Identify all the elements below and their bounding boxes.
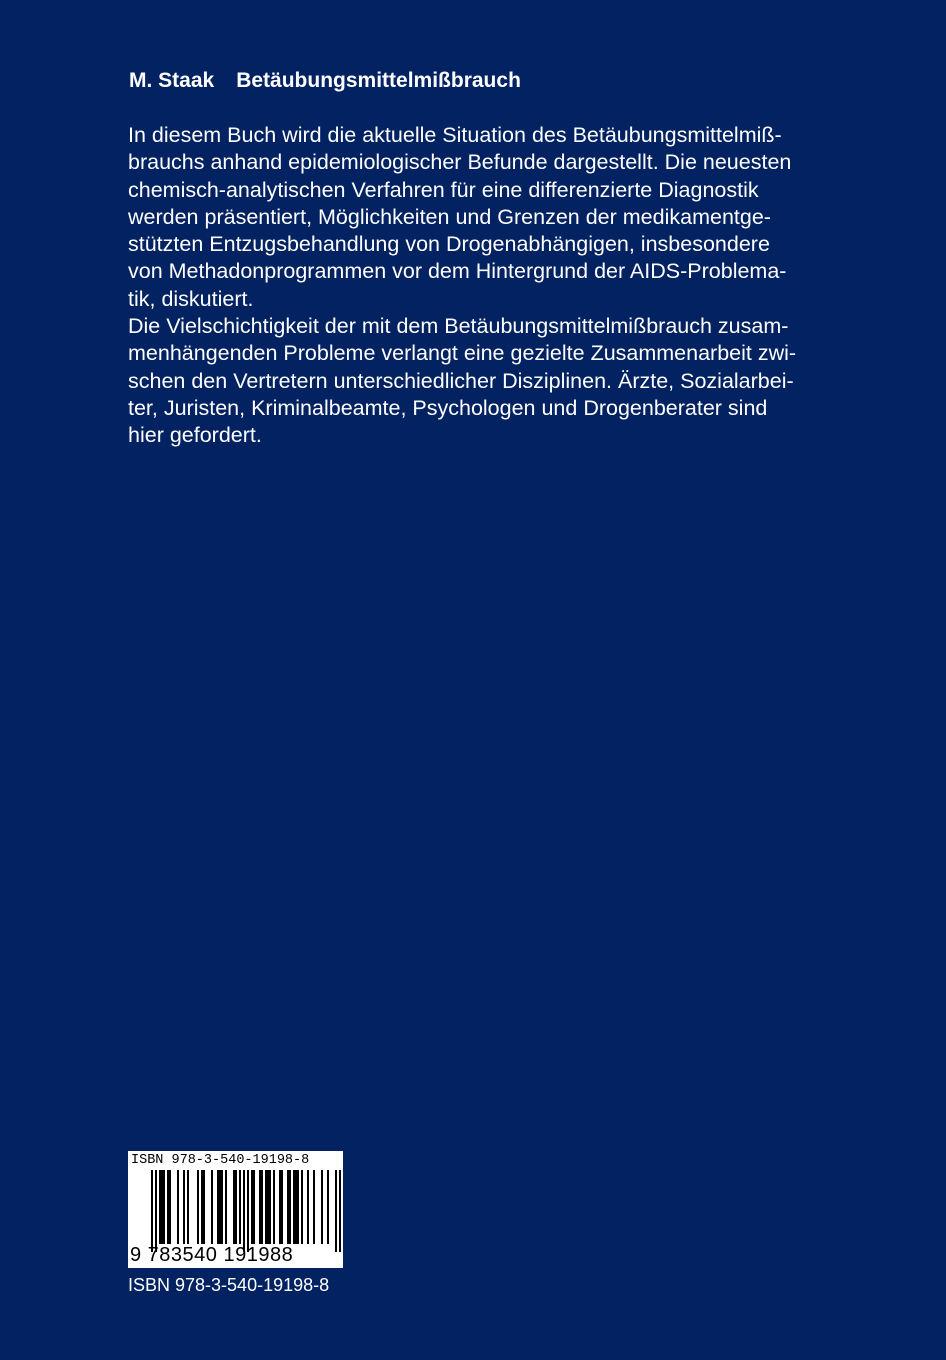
barcode-guard-bar bbox=[151, 1170, 153, 1252]
barcode-bar bbox=[219, 1170, 221, 1244]
isbn-barcode bbox=[128, 1151, 343, 1268]
author-name: M. Staak bbox=[129, 69, 215, 92]
barcode-bar bbox=[225, 1170, 227, 1244]
barcode-bar bbox=[177, 1170, 179, 1244]
barcode-bar bbox=[327, 1170, 329, 1244]
barcode-bar bbox=[211, 1170, 213, 1244]
barcode-guard-bar bbox=[155, 1170, 157, 1252]
description-line: brauchs anhand epidemiologischer Befunde dargestellt. Die neuesten bbox=[128, 150, 792, 175]
barcode-bar bbox=[321, 1170, 323, 1244]
barcode-bar bbox=[251, 1170, 253, 1244]
book-title: Betäubungsmittelmißbrauch bbox=[236, 69, 521, 92]
description-line: stützten Entzugsbehandlung von Drogenabhängigen, insbesondere bbox=[128, 232, 770, 257]
barcode-bar bbox=[261, 1170, 263, 1244]
description-line: ter, Juristen, Kriminalbeamte, Psychologen und Drogenberater sind bbox=[128, 395, 768, 420]
barcode-guard-bar bbox=[243, 1170, 245, 1252]
description-line: tik, diskutiert. bbox=[128, 286, 254, 311]
book-description bbox=[128, 122, 797, 450]
description-line: von Methadonprogrammen vor dem Hintergrund der AIDS-Problema- bbox=[128, 259, 787, 284]
barcode-bar bbox=[159, 1170, 161, 1244]
barcode-bar bbox=[289, 1170, 291, 1244]
barcode-bar bbox=[273, 1170, 275, 1244]
description-line: werden präsentiert, Möglichkeiten und Grenzen der medikamentge- bbox=[128, 204, 771, 229]
barcode-bar bbox=[161, 1170, 163, 1244]
barcode-bar bbox=[295, 1170, 297, 1244]
isbn-number: ISBN 978-3-540-19198-8 bbox=[128, 1275, 330, 1295]
barcode-bar bbox=[253, 1170, 255, 1244]
description-line: chemisch-analytischen Verfahren für eine differenzierte Diagnostik bbox=[128, 177, 759, 202]
barcode-bar bbox=[297, 1170, 299, 1244]
barcode-bar bbox=[269, 1170, 271, 1244]
barcode-digits: 9 783540 191988 bbox=[130, 1244, 294, 1266]
barcode-bar bbox=[259, 1170, 261, 1244]
barcode-bar bbox=[287, 1170, 289, 1244]
barcode-guard-bar bbox=[335, 1170, 337, 1252]
barcode-bar bbox=[313, 1170, 315, 1244]
description-line: In diesem Buch wird die aktuelle Situation des Betäubungsmittelmiß- bbox=[128, 123, 782, 147]
barcode-bar bbox=[163, 1170, 165, 1244]
barcode-bar bbox=[265, 1170, 267, 1244]
description-line: Die Vielschichtigkeit der mit dem Betäubungsmittelmißbrauch zusam- bbox=[128, 314, 789, 339]
barcode-bar bbox=[201, 1170, 203, 1244]
description-line: schen den Vertretern unterschiedlicher Disziplinen. Ärzte, Sozialarbei- bbox=[128, 368, 794, 393]
barcode-bar bbox=[217, 1170, 219, 1244]
description-line: menhängenden Probleme verlangt eine gezielte Zusammenarbeit zwi- bbox=[128, 341, 797, 366]
barcode-bar bbox=[293, 1170, 295, 1244]
barcode-bar bbox=[281, 1170, 283, 1244]
description-line: hier gefordert. bbox=[128, 423, 262, 448]
book-heading bbox=[129, 69, 521, 93]
barcode-bar bbox=[167, 1170, 169, 1244]
barcode-bar bbox=[169, 1170, 171, 1244]
barcode-bar bbox=[221, 1170, 223, 1244]
barcode-bar bbox=[239, 1170, 241, 1244]
barcode-bar bbox=[233, 1170, 235, 1244]
barcode-bar bbox=[267, 1170, 269, 1244]
barcode-guard-bar bbox=[339, 1170, 341, 1252]
barcode-bar bbox=[203, 1170, 205, 1244]
barcode-bar bbox=[279, 1170, 281, 1244]
barcode-bar bbox=[307, 1170, 309, 1244]
barcode-bar bbox=[187, 1170, 189, 1244]
barcode-bar bbox=[235, 1170, 237, 1244]
barcode-bar bbox=[301, 1170, 303, 1244]
barcode-bar bbox=[183, 1170, 185, 1244]
barcode-guard-bar bbox=[247, 1170, 249, 1252]
barcode-bar bbox=[197, 1170, 199, 1244]
barcode-isbn-label: ISBN 978-3-540-19198-8 bbox=[131, 1153, 310, 1168]
